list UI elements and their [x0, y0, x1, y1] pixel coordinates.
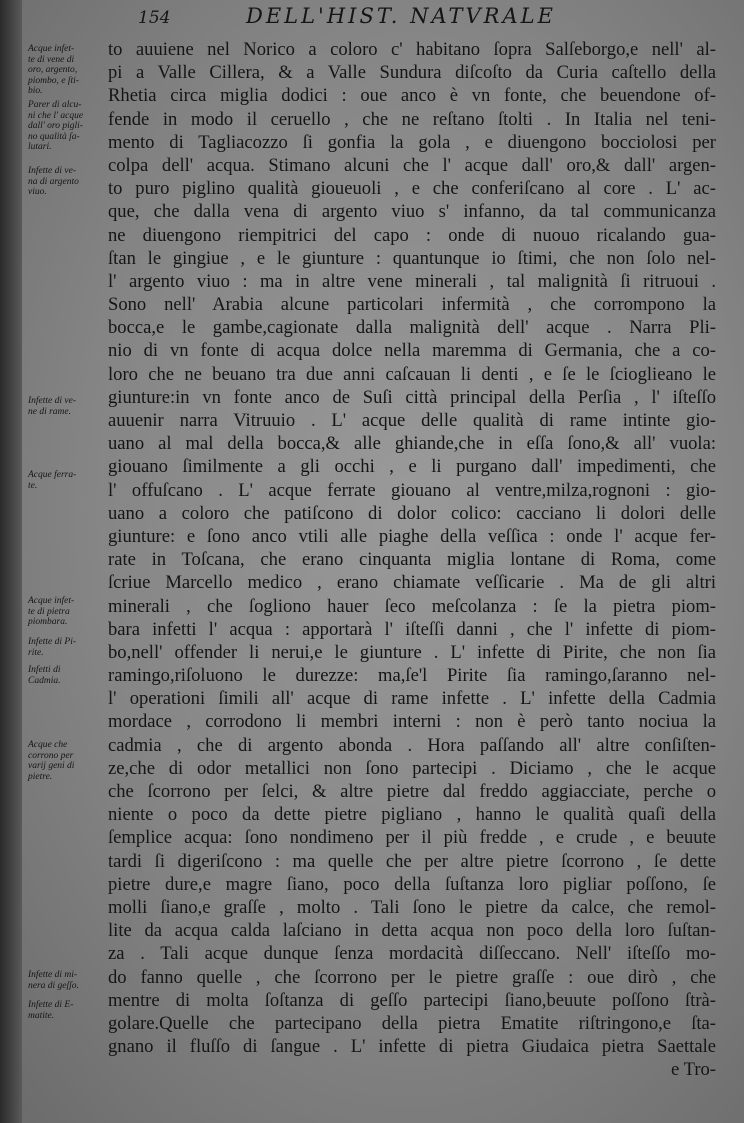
text-line: rate in Toſcana, che erano cinquanta miglia lontane di Roma, come [108, 549, 716, 571]
text-line: giunture:in vn fonte anco de Suſi città principal della Perſia , l' iſteſſo [108, 386, 716, 408]
body-text [108, 38, 716, 1081]
text-line: bo,nell' offender li nerui,e le giunture . L' infette di Pirite, che non ſia [108, 641, 716, 663]
text-line: to puro piglino qualità gioueuoli , e che conferiſcano al core . L' ac- [108, 178, 716, 200]
margin-note: Acque infet- te di vene di oro, argento, piombo, e ſti- bio. [28, 44, 79, 97]
text-line: Rhetia circa miglia dodici : oue anco è vn fonte, che beuendone of- [108, 85, 716, 107]
text-line: ſtan le gingiue , e le giunture : quantunque io ſtimi, che non ſolo nel- [108, 247, 716, 269]
text-line: pi a Valle Cillera, & a Valle Sundura diſcoſto da Curia caſtello della [108, 62, 716, 84]
text-line: mento di Tagliacozzo ſi gonfia la gola , e diuengono bocciolosi per [108, 131, 716, 153]
text-line: niente o poco da dette pietre pigliano , hanno le qualità quaſi della [108, 804, 716, 826]
text-line: ze,che di odor metallici non ſono partecipi . Diciamo , che le acque [108, 757, 716, 779]
text-line: e Tro- [671, 1059, 716, 1081]
margin-note: Infetti di Cadmia. [28, 665, 61, 686]
text-line: colpa dell' acqua. Stimano alcuni che l' acque dall' oro,& dall' argen- [108, 154, 716, 176]
text-line: cadmia , che di argento abonda . Hora paſſando all' altre conſiſten- [108, 734, 716, 756]
text-line: ne diuengono riempitrici del capo : onde di nuouo ricalando gua- [108, 224, 716, 246]
text-line: nio di vn fonte di acqua dolce nella maremma di Germania, che a co- [108, 340, 716, 362]
text-line: uano a coloro che patiſcono di dolor colico: cacciano li dolori delle [108, 502, 716, 524]
text-line: pietre dure,e magre ſiano, poco della ſuſtanza loro pigliar poſſono, ſe [108, 873, 716, 895]
text-line: golare.Quelle che partecipano della pietra Ematite riſtringono,e ſta- [108, 1012, 716, 1034]
text-line: loro che ne beuano tra due anni caſcauan li denti , e ſe le ſcioglieano le [108, 363, 716, 385]
text-line: que, che dalla vena di argento viuo s' infanno, da tal communicanza [108, 201, 716, 223]
text-line: mentre di molta ſoſtanza di geſſo partecipi ſiano,beuute poſſono ſtrà- [108, 989, 716, 1011]
text-line: molli ſiano,e graſſe , molto . Tali ſono le pietre da calce, che remol- [108, 896, 716, 918]
text-line: ſemplice acqua: ſono nondimeno per il più fredde , e crude , e beuute [108, 827, 716, 849]
text-line: giouano ſimilmente a gli occhi , e li purgano dall' impedimenti, che [108, 456, 716, 478]
text-line: ramingo,riſoluono le durezze: ma,ſe'l Pirite ſia ramingo,ſaranno nel- [108, 665, 716, 687]
text-line: l' offuſcano . L' acque ferrate giouano al ventre,milza,rognoni : gio- [108, 479, 716, 501]
text-line: bara infetti l' acqua : apportarà l' iſteſſi danni , che l' infette di piom- [108, 618, 716, 640]
text-line: uano al mal della bocca,& alle ghiande,che in eſſa ſono,& all' vuola: [108, 433, 716, 455]
text-line: l' operationi ſimili all' acque di rame infette . L' infette della Cadmia [108, 688, 716, 710]
margin-note: Infette di ve- ne di rame. [28, 396, 77, 417]
margin-note: Acque ferra- te. [28, 470, 77, 491]
running-head: DELL'HIST. NATVRALE [246, 4, 556, 28]
text-line: mordace , corrodono li membri interni : non è però tanto nociua la [108, 711, 716, 733]
margin-note: Infette di mi- nera di geſſo. [28, 970, 79, 991]
margin-note: Acque infet- te di pietra piombara. [28, 596, 75, 628]
text-line: ſcriue Marcello medico , erano chiamate veſſicarie . Ma de gli altri [108, 572, 716, 594]
text-line: che ſcorrono per ſelci, & altre pietre dal freddo aggiacciate, perche o [108, 781, 716, 802]
margin-notes [28, 0, 108, 1123]
margin-note: Parer di alcu- ni che l' acque dall' oro pigli- no qualità ſa- lutari. [28, 100, 84, 153]
page-header [120, 4, 720, 34]
margin-note: Infette di Pi- rite. [28, 637, 77, 658]
text-line: minerali , che ſogliono hauer ſeco meſcolanza : ſe la pietra piom- [108, 595, 716, 617]
text-line: za . Tali acque dunque ſenza mordacità diſſeccano. Nell' iſteſſo mo- [108, 943, 716, 965]
page-number: 154 [138, 8, 171, 28]
text-line: fende in modo il ceruello , che ne reſtano ſtolti . In Italia nel teni- [108, 108, 716, 130]
margin-note: Acque che corrono per varij geni di pietre. [28, 740, 75, 782]
text-line: to auuiene nel Norico a coloro c' habitano ſopra Salſeborgo,e nell' al- [108, 39, 716, 60]
text-line: auuenir narra Vitruuio . L' acque delle qualità di rame intinte gio- [108, 410, 716, 431]
text-line: Sono nell' Arabia alcune particolari infermità , che corrompono la [108, 294, 716, 316]
text-line: gnano il fluſſo di ſangue . L' infette di pietra Giudaica pietra Saettale [108, 1036, 716, 1058]
text-line: lite da acqua calda laſciano in detta acqua non poco della loro ſuſtan- [108, 920, 716, 942]
text-line: bocca,e le gambe,cagionate dalla malignità dell' acque . Narra Pli- [108, 317, 716, 339]
text-line: do fanno quelle , che ſcorrono per le pietre graſſe : oue dirò , che [108, 966, 716, 988]
page-gutter-shadow [0, 0, 22, 1123]
margin-note: Infette di E- matite. [28, 1000, 74, 1021]
text-line: l' argento viuo : ma in altre vene minerali , tal malignità ſi ritruoui . [108, 270, 716, 292]
text-line: tardi ſi digeriſcono : ma quelle che per altre pietre ſcorrono , ſe dette [108, 850, 716, 872]
text-line: giunture: e ſono anco vtili alle piaghe della veſſica : onde l' acque fer- [108, 525, 716, 547]
margin-note: Infette di ve- na di argento viuo. [28, 166, 79, 198]
